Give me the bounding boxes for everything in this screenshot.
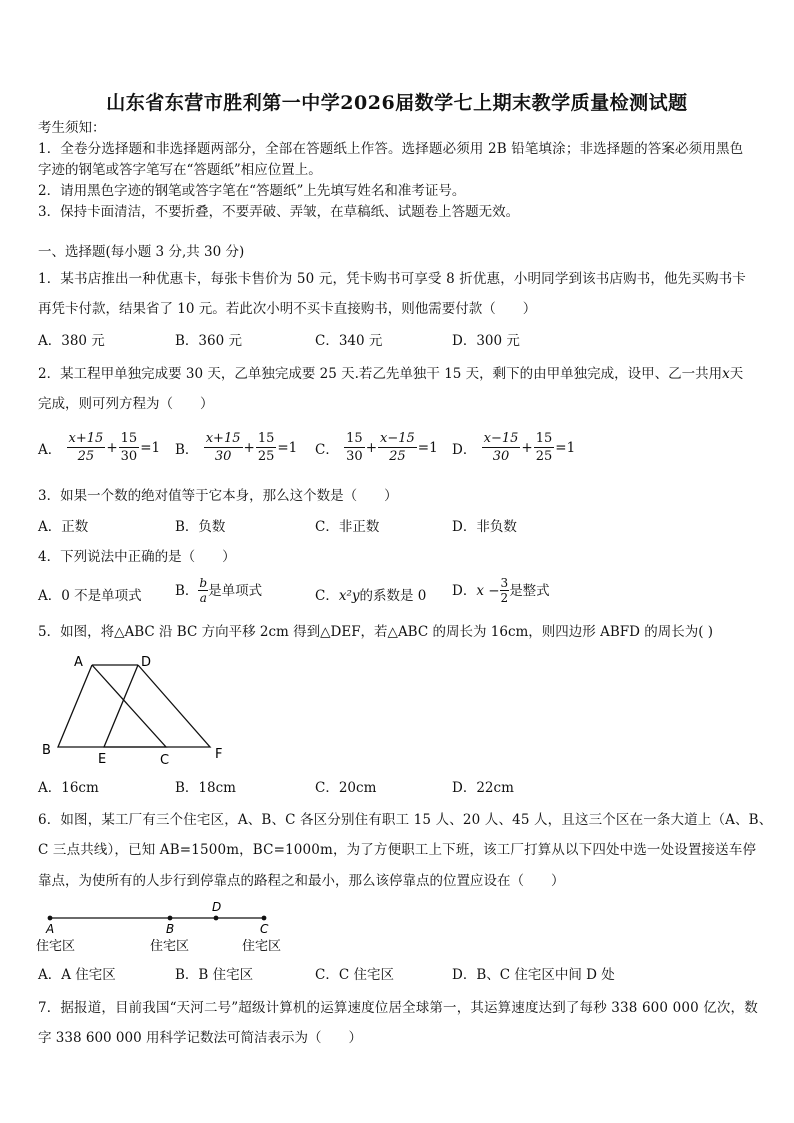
q7-line-2: 字 338 600 000 用科学记数法可简洁表示为（ ） [38,1030,362,1046]
point-d [214,916,219,921]
q5-option-c: C．20cm [315,780,377,796]
q2-a-numerator-2: 15 [120,431,138,446]
label-f: F [215,747,223,762]
q4-d-denominator: 2 [500,591,509,605]
q1-line-1: 1．某书店推出一种优惠卡，每张卡售价为 50 元，凭卡购书可享受 8 折优惠，小明同学到该书店购书，他先买购书卡 [38,271,746,287]
q2-c-numerator-2: x−15 [380,431,415,446]
q2-d-numerator-2: 15 [535,431,553,446]
q4-c-expression: x²y [338,588,360,604]
q4-option-b-label: B． [175,582,199,599]
q5-translation-diagram [38,650,238,770]
notice-item-3: 3．保持卡面清洁，不要折叠，不要弄破、弄皱，在草稿纸、试题卷上答题无效。 [38,204,520,220]
q2-a-numerator-1: x+15 [68,431,104,446]
notice-item-1-line-1: 1．全卷分选择题和非选择题两部分，全部在答题纸上作答。选择题必须用 2B 铅笔填涂；非选择题的答案必须用黑色 [38,141,744,157]
exam-title: 山东省东营市胜利第一中学2026届数学七上期末教学质量检测试题 [106,92,688,114]
q1-option-a: A．380 元 [38,333,105,349]
q6-option-a: A．A 住宅区 [38,967,116,983]
q4-option-c [315,587,426,605]
q3-option-d: D．非负数 [452,519,517,535]
label-c: C [260,922,269,936]
q2-variable-x: x [722,366,730,382]
q4-option-b-text: 是单项式 [208,582,263,599]
q3-option-b: B．负数 [175,519,226,535]
q4-option-c-label: C． [315,588,339,604]
point-a [48,916,53,921]
q4-option-d-text: 是整式 [509,582,550,599]
q2-option-a [38,430,160,470]
q4-b-denominator: a [199,591,207,605]
q6-line-3: 靠点，为使所有的人步行到停靠点的路程之和最小，那么该停靠点的位置应设在（ ） [38,873,565,889]
q7-line-1: 7．据报道，目前我国“天河二号”超级计算机的运算速度位居全球第一，其运算速度达到了每秒 338 600 000 亿次，数 [38,1000,758,1016]
q4-b-numerator: b [199,576,208,590]
q2-line-1-text: 2．某工程甲单独完成要 30 天，乙单独完成要 25 天.若乙先单独干 15 天，剩下的由甲单独完成，设甲、乙一共用 [38,366,723,382]
q4-d-numerator: 3 [500,576,509,590]
q6-line-2: C 三点共线），已知 AB=1500m，BC=1000m，为了方便职工上下班，该工厂打算从以下四处中选一处设置接送车停 [38,842,757,858]
q2-a-denominator-1: 25 [77,449,95,464]
label-b: B [166,922,175,936]
q2-d-denominator-1: 30 [492,449,510,464]
q5-option-a: A．16cm [38,780,99,796]
plus-sign: + [243,439,255,456]
q2-line-1 [38,365,743,383]
q4-option-b [175,576,262,605]
q4-option-d-label: D． [452,582,477,599]
q6-line-1: 6．如图，某工厂有三个住宅区，A、B、C 各区分别住有职工 15 人、20 人、45 人，且这三个区在一条大道上（A、B、 [38,812,773,828]
label-b: B [42,743,51,758]
q2-c-denominator-1: 30 [346,449,363,464]
q6-option-d: D．B、C 住宅区中间 D 处 [452,967,615,983]
notice-item-2: 2．请用黑色字迹的钢笔或答字笔在“答题纸”上先填写姓名和准考证号。 [38,183,466,199]
label-a: A [74,655,83,670]
q6-road-diagram [36,898,296,960]
q1-option-d: D．300 元 [452,333,520,349]
q2-d-denominator-2: 25 [535,449,553,464]
q2-option-a-label: A． [38,441,62,458]
q3-option-c: C．非正数 [315,519,380,535]
q2-option-b [175,430,297,470]
label-d: D [141,655,152,670]
section-heading: 一、选择题(每小题 3 分,共 30 分) [38,244,245,260]
q4-line-1: 4．下列说法中正确的是（ ） [38,549,236,565]
triangle-abc [58,665,166,747]
q2-option-d-label: D． [452,441,477,458]
q4-option-a: A．0 不是单项式 [38,588,142,604]
q2-b-denominator-1: 30 [214,449,232,464]
q2-c-numerator-1: 15 [346,431,363,446]
label-e: E [98,752,107,767]
notice-item-1-line-2: 字迹的钢笔或答字笔写在“答题纸”相应位置上。 [38,162,322,178]
q2-b-numerator-1: x+15 [205,431,241,446]
zone-label-a: 住宅区 [36,939,76,954]
q2-d-numerator-1: x−15 [483,431,519,446]
q2-a-denominator-2: 30 [120,449,138,464]
q1-option-b: B．360 元 [175,333,242,349]
triangle-def [104,665,210,747]
q4-option-d [452,576,550,605]
q5-line-1: 5．如图，将△ABC 沿 BC 方向平移 2cm 得到△DEF，若△ABC 的周长为 16cm，则四边形 ABFD 的周长为( ) [38,624,714,640]
q6-option-b: B．B 住宅区 [175,967,254,983]
q2-b-denominator-2: 25 [257,449,275,464]
q2-option-b-label: B． [175,441,199,458]
q2-b-numerator-2: 15 [257,431,275,446]
equals-one: =1 [140,439,161,456]
plus-sign: + [365,439,377,456]
point-c [262,916,267,921]
q2-line-1-end: 天 [729,366,744,382]
q5-option-d: D．22cm [452,780,514,796]
plus-sign: + [521,439,533,456]
equals-one: =1 [277,439,298,456]
zone-label-c: 住宅区 [242,939,282,954]
q4-d-expression: x − [476,582,500,599]
q1-line-2: 再凭卡付款，结果省了 10 元。若此次小明不买卡直接购书，则他需要付款（ ） [38,301,537,317]
q2-line-2: 完成，则可列方程为（ ） [38,396,214,412]
q2-option-c [315,430,438,470]
q3-line-1: 3．如果一个数的绝对值等于它本身，那么这个数是（ ） [38,488,398,504]
q4-option-c-text: 的系数是 0 [359,588,427,604]
label-d: D [212,900,222,914]
q2-option-c-label: C． [315,441,339,458]
q2-c-denominator-2: 25 [389,449,406,464]
q6-option-c: C．C 住宅区 [315,967,394,983]
point-b [168,916,173,921]
q1-option-c: C．340 元 [315,333,383,349]
label-a: A [46,922,55,936]
q2-option-d [452,430,575,470]
label-c: C [160,753,170,768]
equals-one: =1 [417,439,438,456]
notice-heading: 考生须知： [38,120,106,136]
equals-one: =1 [555,439,576,456]
q3-option-a: A．正数 [38,519,89,535]
plus-sign: + [106,439,118,456]
q5-option-b: B．18cm [175,780,236,796]
zone-label-b: 住宅区 [150,939,190,954]
